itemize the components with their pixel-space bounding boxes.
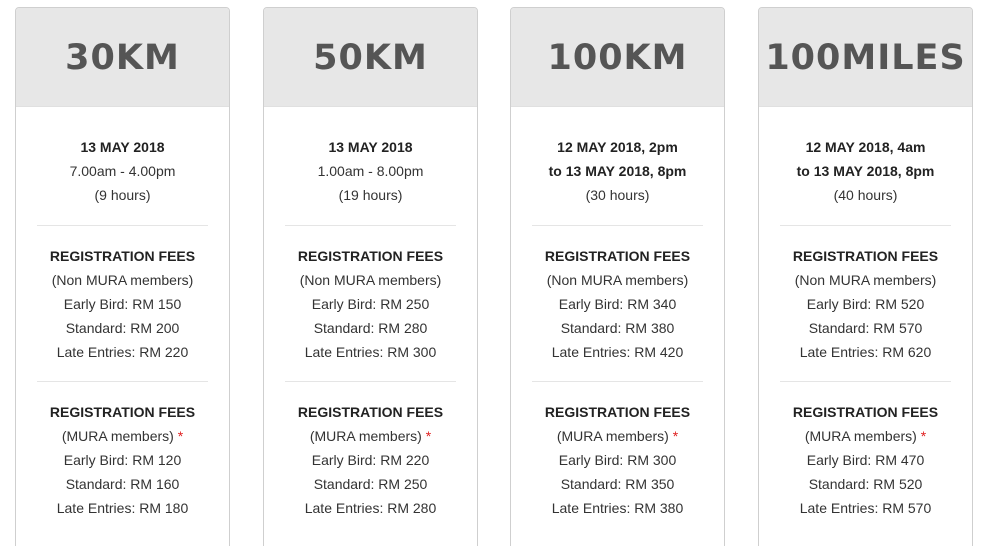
fees-heading: REGISTRATION FEES [544,248,691,264]
fees-subheading: (Non MURA members) [299,272,442,288]
fees-heading: REGISTRATION FEES [49,248,196,264]
card-body [16,107,229,537]
schedule-start: 12 MAY 2018, 4am [805,139,926,155]
schedule-date: 13 MAY 2018 [80,139,165,155]
fee-late-entries: Late Entries: RM 180 [56,500,189,516]
fees-subheading: (MURA members) [804,428,917,444]
schedule-start: 12 MAY 2018, 2pm [557,139,678,155]
schedule-end: to 13 MAY 2018, 8pm [548,163,687,179]
fee-late-entries: Late Entries: RM 620 [799,344,932,360]
schedule-time: 1.00am - 8.00pm [317,163,424,179]
member-fees [285,382,456,537]
fees-subheading: (Non MURA members) [794,272,937,288]
fees-subheading: (Non MURA members) [51,272,194,288]
fees-heading: REGISTRATION FEES [792,248,939,264]
fees-subheading-row [37,424,208,448]
fee-early-bird: Early Bird: RM 250 [311,296,430,312]
fee-late-entries: Late Entries: RM 420 [551,344,684,360]
fees-subheading: (MURA members) [61,428,174,444]
schedule-date: 13 MAY 2018 [328,139,413,155]
schedule [780,107,951,225]
member-fees [780,382,951,537]
non-member-fees [285,226,456,381]
card-body [759,107,972,537]
fee-standard: Standard: RM 350 [560,476,675,492]
schedule-end: to 13 MAY 2018, 8pm [796,163,935,179]
non-member-fees [37,226,208,381]
schedule [532,107,703,225]
fee-early-bird: Early Bird: RM 300 [558,452,677,468]
fee-standard: Standard: RM 380 [560,320,675,336]
member-fees [532,382,703,537]
non-member-fees [780,226,951,381]
fees-subheading: (MURA members) [309,428,422,444]
fees-heading: REGISTRATION FEES [544,404,691,420]
schedule-duration: (30 hours) [585,187,650,203]
card-body [511,107,724,537]
fee-standard: Standard: RM 280 [313,320,428,336]
fees-subheading-row [285,424,456,448]
fees-heading: REGISTRATION FEES [297,248,444,264]
card-title: 50KM [313,38,428,78]
schedule-time: 7.00am - 4.00pm [69,163,176,179]
card-header [264,8,477,107]
fee-early-bird: Early Bird: RM 150 [63,296,182,312]
fees-subheading-row [532,424,703,448]
fee-early-bird: Early Bird: RM 120 [63,452,182,468]
card-body [264,107,477,537]
fee-late-entries: Late Entries: RM 280 [304,500,437,516]
race-card-50km [263,7,478,546]
fee-late-entries: Late Entries: RM 380 [551,500,684,516]
non-member-fees [532,226,703,381]
card-title: 30KM [65,38,180,78]
fee-standard: Standard: RM 200 [65,320,180,336]
fee-standard: Standard: RM 160 [65,476,180,492]
card-title: 100KM [547,38,688,78]
required-star: * [177,428,184,444]
fee-standard: Standard: RM 250 [313,476,428,492]
required-star: * [920,428,927,444]
fee-early-bird: Early Bird: RM 340 [558,296,677,312]
race-card-100km [510,7,725,546]
card-header [511,8,724,107]
fee-standard: Standard: RM 520 [808,476,923,492]
fees-subheading: (MURA members) [556,428,669,444]
card-header [16,8,229,107]
fee-standard: Standard: RM 570 [808,320,923,336]
fees-subheading: (Non MURA members) [546,272,689,288]
fees-heading: REGISTRATION FEES [792,404,939,420]
race-card-100miles [758,7,973,546]
required-star: * [425,428,432,444]
race-card-30km [15,7,230,546]
card-title: 100MILES [765,38,966,78]
fees-heading: REGISTRATION FEES [297,404,444,420]
schedule-duration: (9 hours) [94,187,151,203]
required-star: * [672,428,679,444]
fee-late-entries: Late Entries: RM 220 [56,344,189,360]
member-fees [37,382,208,537]
schedule-duration: (40 hours) [833,187,898,203]
fee-late-entries: Late Entries: RM 570 [799,500,932,516]
fee-early-bird: Early Bird: RM 520 [806,296,925,312]
schedule [37,107,208,225]
card-header [759,8,972,107]
fee-early-bird: Early Bird: RM 220 [311,452,430,468]
fee-early-bird: Early Bird: RM 470 [806,452,925,468]
fees-heading: REGISTRATION FEES [49,404,196,420]
fee-late-entries: Late Entries: RM 300 [304,344,437,360]
fees-subheading-row [780,424,951,448]
schedule [285,107,456,225]
schedule-duration: (19 hours) [338,187,403,203]
